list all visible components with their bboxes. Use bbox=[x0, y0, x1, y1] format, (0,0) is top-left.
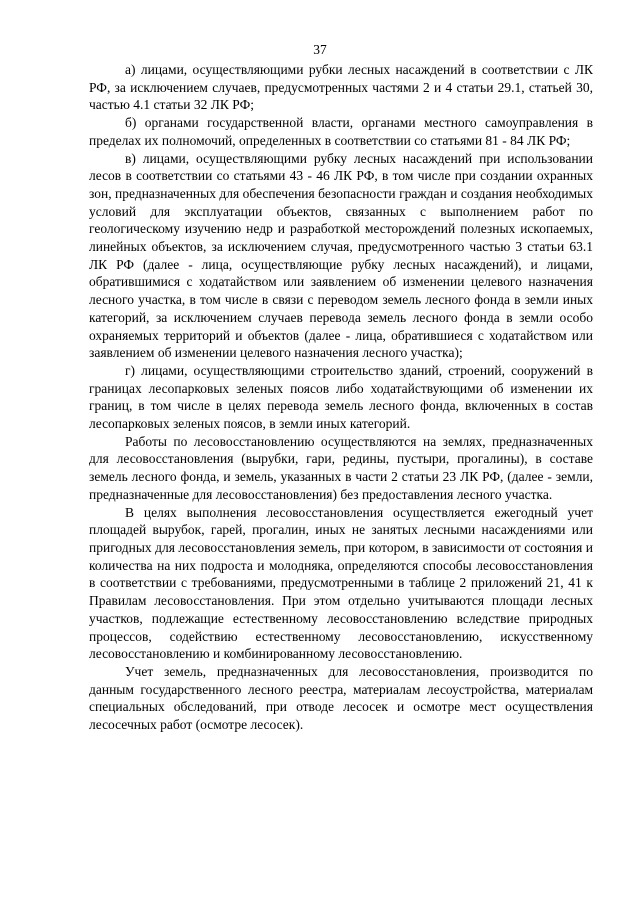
page-number: 37 bbox=[313, 42, 327, 57]
paragraph-annual-accounting: В целях выполнения лесовосстановления осуществляется ежегодный учет площадей вырубок, гарей, прогалин, иных не занятых лесными насаждениями или пригодных для лесовосстановления земель, при котором, в зависимости от состояния и количества на них подроста и молодняка, определяются способы лесовосстановления в соответствии с требованиями, предусмотренными в таблице 2 приложений 21, 41 к Правилам лесовосстановления. При этом отдельно учитываются площади лесных участков, подлежащие естественному лесовосстановлению вследствие природных процессов, содействию естественному лесовосстановлению, искусственному лесовосстановлению и комбинированному лесовосстановлению. bbox=[89, 504, 593, 662]
document-body bbox=[89, 61, 593, 734]
paragraph-land-accounting-sources: Учет земель, предназначенных для лесовосстановления, производится по данным государственного лесного реестра, материалам лесоустройства, материалам специальных обследований, при отводе лесосек и осмотре мест осуществления лесосечных работ (осмотре лесосек). bbox=[89, 663, 593, 733]
paragraph-item-a: а) лицами, осуществляющими рубки лесных насаждений в соответствии с ЛК РФ, за исключением случаев, предусмотренных частями 2 и 4 статьи 29.1, статьей 30, частью 4.1 статьи 32 ЛК РФ; bbox=[89, 62, 593, 113]
paragraph-item-g: г) лицами, осуществляющими строительство зданий, строений, сооружений в границах лесопарковых зеленых поясов либо ходатайствующими об изменении их границ, в том числе в целях перевода земель лесного фонда, включенных в состав лесопарковых зеленых поясов, в земли иных категорий. bbox=[89, 362, 593, 432]
paragraph-item-v: в) лицами, осуществляющими рубку лесных насаждений при использовании лесов в соответствии со статьями 43 - 46 ЛК РФ, в том числе при создании охранных зон, предназначенных для обеспечения безопасности граждан и создания необходимых условий для эксплуатации объектов, связанных с выполнением работ по геологическому изучению недр и разработкой месторождений полезных ископаемых, линейных объектов, за исключением случая, предусмотренного частью 3 статьи 63.1 ЛК РФ (далее - лица, осуществляющие рубку лесных насаждений), и лицами, обратившимися с ходатайством или заявлением об изменении целевого назначения лесного участка, в том числе в связи с переводом земель лесного фонда в земли иных категорий, за исключением случаев перевода земель лесного фонда в земли особо охраняемых территорий и объектов (далее - лица, обратившиеся с ходатайством или заявлением об изменении целевого назначения лесного участка); bbox=[89, 150, 593, 361]
paragraph-item-b: б) органами государственной власти, органами местного самоуправления в пределах их полномочий, определенных в соответствии со статьями 81 - 84 ЛК РФ; bbox=[89, 115, 593, 148]
paragraph-reforestation-works: Работы по лесовосстановлению осуществляются на землях, предназначенных для лесовосстановления (вырубки, гари, редины, пустыри, прогалины), в составе земель лесного фонда, и земель, указанных в части 2 статьи 23 ЛК РФ, (далее - земли, предназначенные для лесовосстановления) без предоставления лесного участка. bbox=[89, 433, 593, 502]
